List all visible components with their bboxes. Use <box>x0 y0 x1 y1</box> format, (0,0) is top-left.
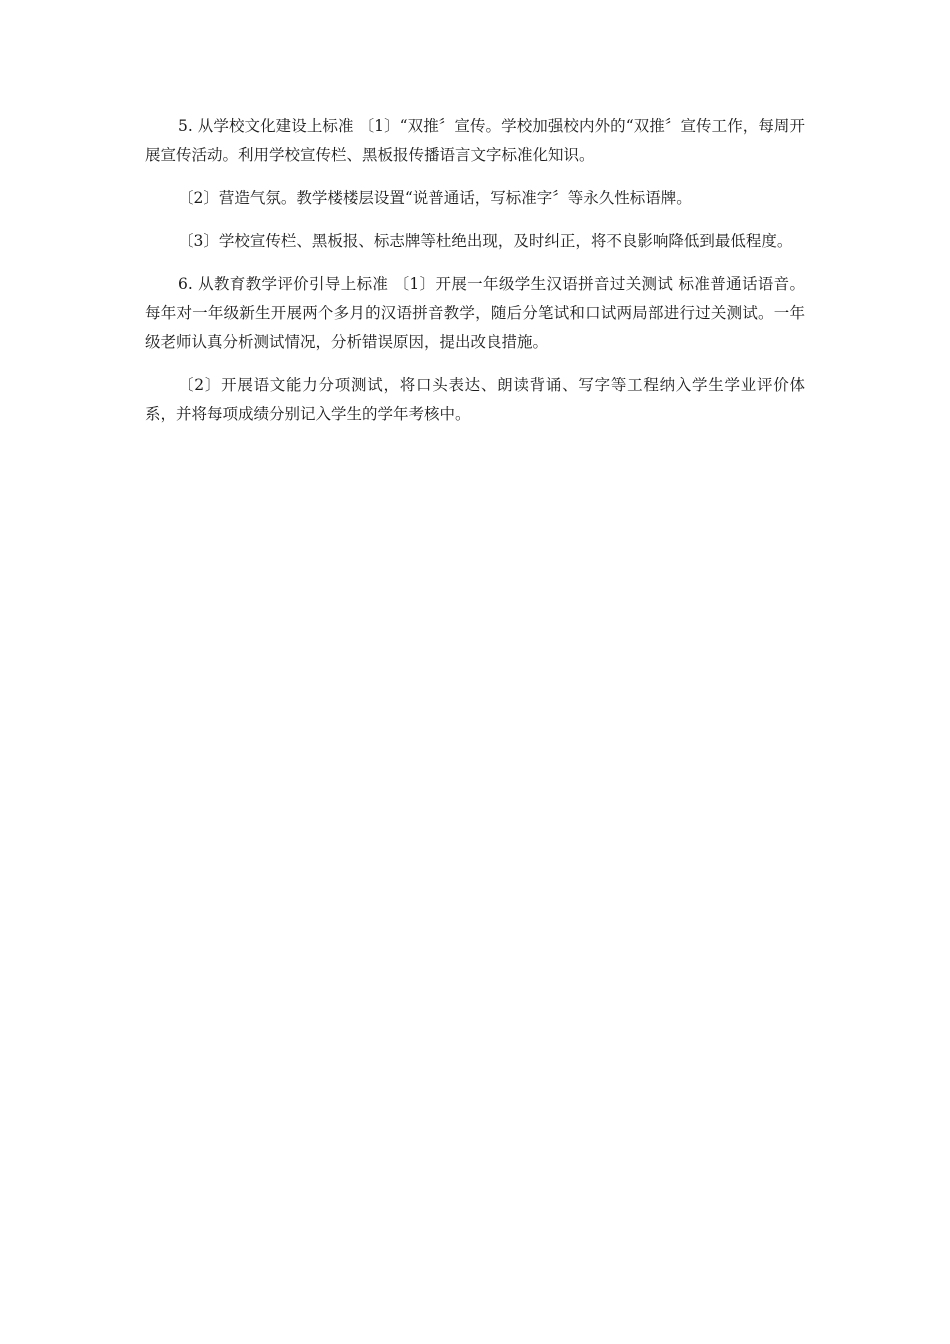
paragraph-school-culture: 5. 从学校文化建设上标准 〔1〕“双推〞宣传。学校加强校内外的“双推〞宣传工作，每周开展宣传活动。利用学校宣传栏、黑板报传播语言文字标准化知识。 <box>145 117 805 164</box>
paragraph-teaching-evaluation: 6. 从教育教学评价引导上标准 〔1〕开展一年级学生汉语拼音过关测试 标准普通话语音。每年对一年级新生开展两个多月的汉语拼音教学，随后分笔试和口试两局部进行过关测试。一年级老师认真分析测试情况，分析错误原因，提出改良措施。 <box>145 275 805 351</box>
document-body <box>145 112 805 443</box>
paragraph-bulletin-boards: 〔3〕学校宣传栏、黑板报、标志牌等杜绝出现，及时纠正，将不良影响降低到最低程度。 <box>178 232 793 250</box>
paragraph-atmosphere: 〔2〕营造气氛。教学楼楼层设置“说普通话，写标准字〞等永久性标语牌。 <box>178 189 692 207</box>
paragraph-language-tests: 〔2〕开展语文能力分项测试，将口头表达、朗读背诵、写字等工程纳入学生学业评价体系，并将每项成绩分别记入学生的学年考核中。 <box>145 376 805 423</box>
